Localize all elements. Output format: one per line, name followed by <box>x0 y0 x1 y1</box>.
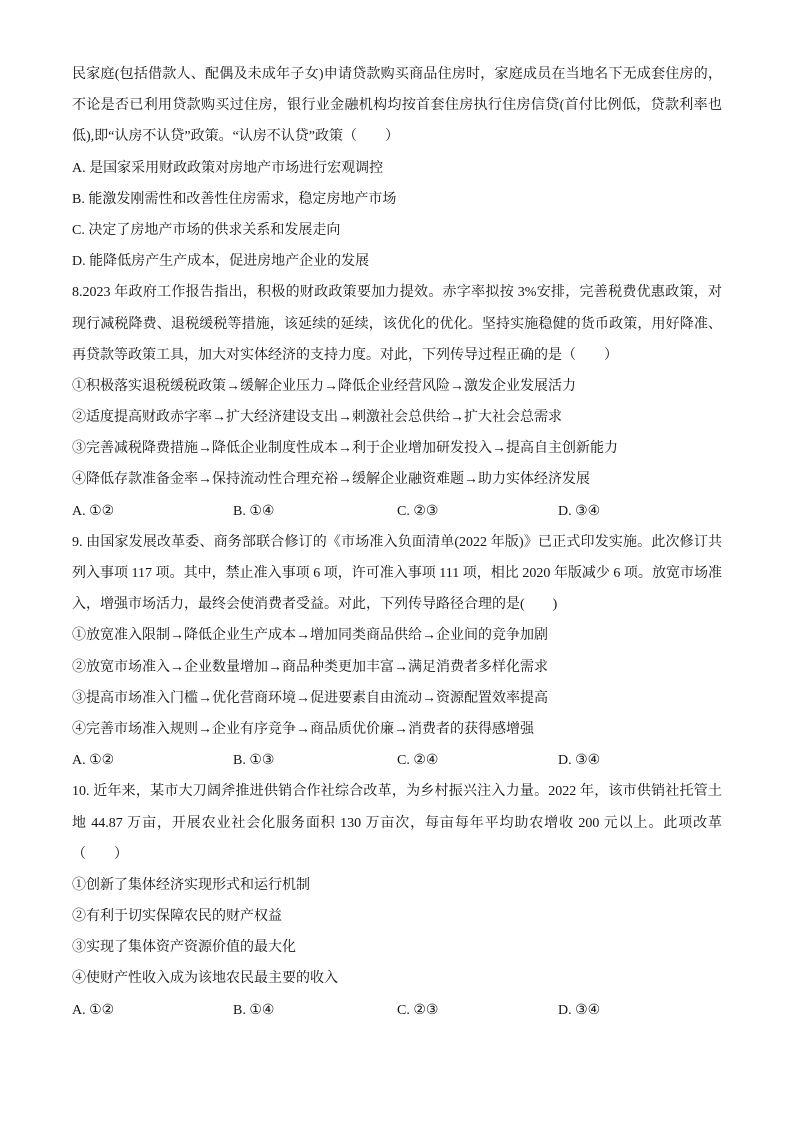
choice-b: B. ①④ <box>233 1002 275 1018</box>
choice-a: A. ①② <box>72 1002 115 1018</box>
question-stem-line: 再贷款等政策工具，加大对实体经济的支持力度。对此，下列传导过程正确的是（ ） <box>72 347 618 363</box>
question-stem-line: 10. 近年来，某市大刀阔斧推进供销合作社综合改革，为乡村振兴注入力量。2022 年，该市供销社托管土 <box>72 784 722 800</box>
choice-d: D. ③④ <box>558 753 601 769</box>
question-stem-line: 9. 由国家发展改革委、商务部联合修订的《市场准入负面清单(2022 年版)》已正式印发实施。此次修订共 <box>72 534 722 550</box>
question-stem-line: 地 44.87 万亩，开展农业社会化服务面积 130 万亩次，每亩每年平均助农增收 200 元以上。此项改革 <box>72 815 722 831</box>
question-stem-line: 入，增强市场活力，最终会使消费者受益。对此，下列传导路径合理的是( ) <box>72 597 558 613</box>
question-8 <box>72 277 722 527</box>
statement-3: ③提高市场准入门槛→优化营商环境→促进要素自由流动→资源配置效率提高 <box>72 690 548 706</box>
question-stem-line: 低),即“认房不认贷”政策。“认房不认贷”政策（ ） <box>72 129 400 145</box>
option-b: B. 能激发刚需性和改善性住房需求，稳定房地产市场 <box>72 191 397 207</box>
statement-4: ④完善市场准入规则→企业有序竞争→商品质优价廉→消费者的获得感增强 <box>72 721 534 737</box>
option-a: A. 是国家采用财政政策对房地产市场进行宏观调控 <box>72 160 384 176</box>
option-c: C. 决定了房地产市场的供求关系和发展走向 <box>72 222 341 238</box>
statement-4: ④降低存款准备金率→保持流动性合理充裕→缓解企业融资难题→助力实体经济发展 <box>72 472 590 488</box>
answer-choices <box>72 496 722 527</box>
question-stem-line: 8.2023 年政府工作报告指出，积极的财政政策要加力提效。赤字率拟按 3%安排，完善税费优惠政策，对 <box>72 285 722 301</box>
question-stem-line: 不论是否已利用贷款购买过住房，银行业金融机构均按首套住房执行住房信贷(首付比例低，贷款利率也 <box>72 98 722 114</box>
choice-b: B. ①④ <box>233 503 275 519</box>
choice-d: D. ③④ <box>558 503 601 519</box>
choice-c: C. ②③ <box>397 503 439 519</box>
option-d: D. 能降低房产生产成本，促进房地产企业的发展 <box>72 254 370 270</box>
question-9 <box>72 527 722 777</box>
question-stem-line: 民家庭(包括借款人、配偶及未成年子女)申请贷款购买商品住房时，家庭成员在当地名下无成套住房的， <box>72 67 722 82</box>
statement-2: ②适度提高财政赤字率→扩大经济建设支出→刺激社会总供给→扩大社会总需求 <box>72 410 562 426</box>
statement-1: ①创新了集体经济实现形式和运行机制 <box>72 877 310 893</box>
choice-b: B. ①③ <box>233 753 275 769</box>
question-stem-line: 列入事项 117 项。其中，禁止准入事项 6 项，许可准入事项 111 项，相比 2020 年版减少 6 项。放宽市场准 <box>72 566 722 581</box>
choice-c: C. ②④ <box>397 753 439 769</box>
choice-d: D. ③④ <box>558 1002 601 1018</box>
question-10 <box>72 776 722 1026</box>
choice-c: C. ②③ <box>397 1002 439 1018</box>
statement-1: ①放宽准入限制→降低企业生产成本→增加同类商品供给→企业间的竞争加剧 <box>72 628 548 644</box>
statement-2: ②放宽市场准入→企业数量增加→商品种类更加丰富→满足消费者多样化需求 <box>72 659 548 675</box>
statement-1: ①积极落实退税缓税政策→缓解企业压力→降低企业经营风险→激发企业发展活力 <box>72 378 576 394</box>
statement-3: ③实现了集体资产资源价值的最大化 <box>72 940 296 956</box>
question-stem-line: （ ） <box>72 846 128 862</box>
choice-a: A. ①② <box>72 753 115 769</box>
choice-a: A. ①② <box>72 503 115 519</box>
answer-choices <box>72 745 722 776</box>
statement-3: ③完善减税降费措施→降低企业制度性成本→利于企业增加研发投入→提高自主创新能力 <box>72 441 618 457</box>
statement-4: ④使财产性收入成为该地农民最主要的收入 <box>72 971 338 987</box>
question-7 <box>72 59 722 277</box>
statement-2: ②有利于切实保障农民的财产权益 <box>72 909 282 925</box>
question-stem-line: 现行减税降费、退税缓税等措施，该延续的延续，该优化的优化。坚持实施稳健的货币政策，用好降准、 <box>72 316 722 332</box>
answer-choices <box>72 995 722 1026</box>
